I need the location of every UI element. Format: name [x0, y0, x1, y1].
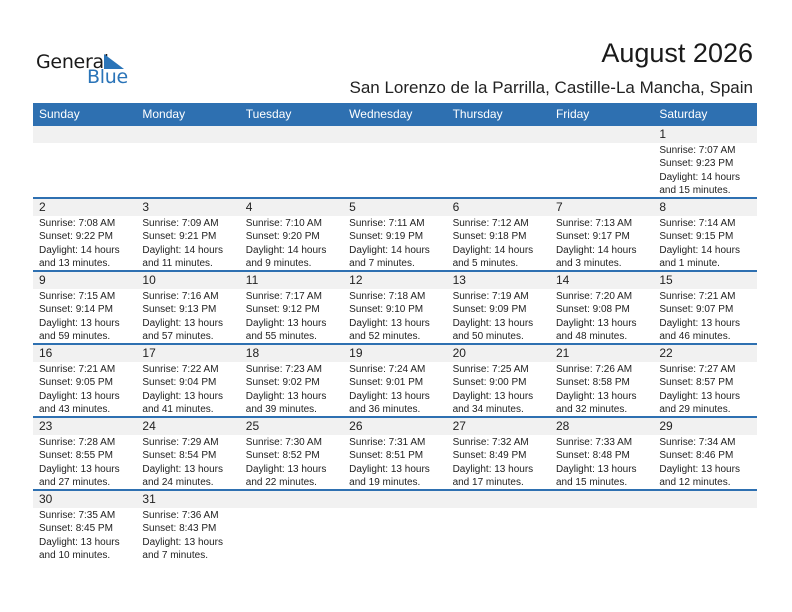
day-info-row [33, 435, 757, 489]
day-cell-info [240, 143, 343, 197]
daylight-text: and 1 minute. [659, 258, 720, 270]
day-cell-info [653, 362, 756, 416]
day-number: 29 [659, 419, 673, 433]
day-info-row [33, 362, 757, 416]
day-cell-info [447, 216, 550, 270]
week-row [33, 272, 757, 345]
daylight-text: and 7 minutes. [349, 258, 415, 270]
sunrise-text: Sunrise: 7:07 AM [659, 145, 736, 156]
day-cell-info [240, 362, 343, 416]
daylight-text: and 3 minutes. [555, 258, 622, 270]
day-number: 31 [142, 492, 156, 506]
day-cell-info [447, 143, 550, 197]
day-cell-info [343, 216, 446, 270]
day-number: 21 [555, 346, 570, 360]
sunrise-text: Sunrise: 7:15 AM [39, 291, 116, 302]
daylight-text: and 5 minutes. [452, 258, 519, 270]
day-cell-info [550, 143, 653, 197]
day-number [240, 491, 343, 508]
sunset-text: Sunset: 8:48 PM [555, 450, 630, 462]
sunrise-text: Sunrise: 7:24 AM [349, 364, 426, 375]
daylight-text: Daylight: 14 hours [659, 244, 740, 256]
sunset-text: Sunset: 9:15 PM [659, 231, 734, 243]
daylight-text: Daylight: 13 hours [245, 463, 327, 475]
day-cell-info [33, 289, 136, 343]
sunrise-text: Sunrise: 7:13 AM [555, 218, 633, 229]
day-cell-info [447, 435, 550, 489]
daylight-text: and 32 minutes. [555, 404, 628, 416]
day-cell-info [550, 508, 653, 562]
day-number [447, 126, 550, 143]
day-cell-info [550, 216, 653, 270]
daylight-text: and 19 minutes. [349, 477, 421, 489]
day-number: 3 [142, 200, 150, 214]
sunrise-text: Sunrise: 7:36 AM [142, 510, 219, 521]
daylight-text: and 11 minutes. [142, 258, 213, 270]
sunrise-text: Sunrise: 7:08 AM [39, 218, 116, 229]
day-number: 2 [39, 200, 46, 214]
sunset-text: Sunset: 8:49 PM [452, 450, 527, 462]
sunrise-text: Sunrise: 7:14 AM [659, 218, 736, 229]
daylight-text: Daylight: 13 hours [142, 536, 223, 548]
weekday-monday: Monday [142, 107, 186, 121]
day-cell-info [653, 508, 756, 562]
sunrise-text: Sunrise: 7:11 AM [349, 218, 425, 229]
week-row [33, 199, 757, 272]
daylight-text: Daylight: 13 hours [349, 390, 430, 402]
page-title: August 2026 [601, 38, 753, 68]
day-number: 17 [142, 346, 156, 360]
sunset-text: Sunset: 9:09 PM [452, 304, 527, 316]
weekday-wednesday: Wednesday [349, 107, 413, 121]
weekday-header-row [33, 103, 757, 126]
daylight-text: and 29 minutes. [659, 404, 731, 416]
sunset-text: Sunset: 8:54 PM [142, 450, 217, 462]
weekday-thursday: Thursday [452, 107, 503, 121]
daylight-text: and 57 minutes. [142, 331, 214, 343]
day-cell-info [136, 216, 239, 270]
daylight-text: Daylight: 13 hours [555, 390, 637, 402]
day-number: 19 [349, 346, 363, 360]
sunrise-text: Sunrise: 7:18 AM [349, 291, 426, 302]
daylight-text: Daylight: 13 hours [39, 317, 120, 329]
daylight-text: Daylight: 13 hours [245, 390, 327, 402]
day-number: 10 [142, 273, 156, 287]
sunset-text: Sunset: 9:01 PM [349, 377, 424, 389]
sunrise-text: Sunrise: 7:21 AM [39, 364, 116, 375]
sunset-text: Sunset: 9:17 PM [555, 231, 630, 243]
daylight-text: Daylight: 13 hours [349, 463, 430, 475]
daylight-text: and 24 minutes. [142, 477, 214, 489]
day-number: 11 [245, 273, 259, 287]
day-number: 6 [452, 200, 460, 214]
week-row [33, 126, 757, 199]
sunset-text: Sunset: 8:45 PM [39, 523, 113, 535]
sunset-text: Sunset: 8:51 PM [349, 450, 424, 462]
day-cell-info [550, 435, 653, 489]
sunset-text: Sunset: 9:13 PM [142, 304, 217, 316]
day-number [136, 126, 239, 143]
daylight-text: and 50 minutes. [452, 331, 524, 343]
daylight-text: and 39 minutes. [245, 404, 317, 416]
day-number [550, 491, 653, 508]
daylight-text: Daylight: 13 hours [452, 463, 534, 475]
day-number: 25 [245, 419, 260, 433]
sunrise-text: Sunrise: 7:35 AM [39, 510, 116, 521]
daylight-text: Daylight: 13 hours [452, 390, 534, 402]
sunset-text: Sunset: 8:58 PM [555, 377, 630, 389]
day-cell-info [240, 508, 343, 562]
location-subtitle: San Lorenzo de la Parrilla, Castille-La Mancha, Spain [349, 78, 753, 97]
day-number-row [33, 199, 757, 216]
daylight-text: and 52 minutes. [349, 331, 421, 343]
sunset-text: Sunset: 9:10 PM [349, 304, 424, 316]
daylight-text: and 22 minutes. [245, 477, 317, 489]
sunset-text: Sunset: 9:22 PM [39, 231, 113, 243]
daylight-text: and 7 minutes. [142, 550, 208, 562]
day-cell-info [550, 289, 653, 343]
daylight-text: and 34 minutes. [452, 404, 524, 416]
day-cell-info [550, 362, 653, 416]
day-cell-info [343, 435, 446, 489]
day-cell-info [653, 289, 756, 343]
sunset-text: Sunset: 9:14 PM [39, 304, 113, 316]
day-cell-info [343, 508, 446, 562]
week-row [33, 418, 757, 491]
daylight-text: Daylight: 13 hours [39, 463, 120, 475]
sunrise-text: Sunrise: 7:26 AM [555, 364, 633, 375]
sunset-text: Sunset: 9:07 PM [659, 304, 734, 316]
sunset-text: Sunset: 8:43 PM [142, 523, 217, 535]
sunset-text: Sunset: 8:52 PM [245, 450, 320, 462]
day-cell-info [33, 143, 136, 197]
logo [36, 51, 136, 91]
day-cell-info [653, 435, 756, 489]
day-number: 8 [659, 200, 667, 214]
logo-text-blue: Blue [87, 66, 128, 88]
day-number: 30 [39, 492, 53, 506]
day-number: 22 [659, 346, 673, 360]
daylight-text: Daylight: 13 hours [349, 317, 430, 329]
daylight-text: Daylight: 14 hours [659, 171, 740, 183]
sunset-text: Sunset: 8:57 PM [659, 377, 734, 389]
week-row [33, 491, 757, 562]
week-row [33, 345, 757, 418]
daylight-text: Daylight: 14 hours [39, 244, 120, 256]
day-info-row [33, 216, 757, 270]
day-number: 13 [452, 273, 466, 287]
day-number: 16 [39, 346, 53, 360]
logo-text-general: General [36, 51, 109, 73]
sunset-text: Sunset: 8:46 PM [659, 450, 734, 462]
sunrise-text: Sunrise: 7:33 AM [555, 437, 633, 448]
day-cell-info [240, 435, 343, 489]
daylight-text: and 55 minutes. [245, 331, 317, 343]
day-number: 27 [452, 419, 466, 433]
sunrise-text: Sunrise: 7:10 AM [245, 218, 322, 229]
day-number: 7 [555, 200, 563, 214]
day-number: 23 [39, 419, 53, 433]
day-number-row [33, 418, 757, 435]
day-cell-info [240, 216, 343, 270]
day-cell-info [33, 508, 136, 562]
weekday-sunday: Sunday [39, 107, 80, 121]
day-number [343, 126, 446, 143]
daylight-text: Daylight: 13 hours [142, 317, 223, 329]
sunset-text: Sunset: 9:04 PM [142, 377, 217, 389]
day-number [653, 491, 756, 508]
sunset-text: Sunset: 9:18 PM [452, 231, 527, 243]
day-cell-info [33, 216, 136, 270]
day-cell-info [136, 143, 239, 197]
daylight-text: Daylight: 14 hours [142, 244, 223, 256]
day-info-row [33, 289, 757, 343]
daylight-text: Daylight: 13 hours [659, 463, 740, 475]
day-number [240, 126, 343, 143]
day-info-row [33, 143, 757, 197]
daylight-text: and 36 minutes. [349, 404, 421, 416]
sunrise-text: Sunrise: 7:27 AM [659, 364, 736, 375]
day-number: 1 [659, 127, 667, 141]
day-number-row [33, 126, 757, 143]
day-cell-info [343, 143, 446, 197]
sunrise-text: Sunrise: 7:17 AM [245, 291, 322, 302]
daylight-text: and 9 minutes. [245, 258, 312, 270]
daylight-text: Daylight: 13 hours [555, 317, 637, 329]
daylight-text: and 12 minutes. [659, 477, 731, 489]
day-cell-info [447, 289, 550, 343]
sunset-text: Sunset: 9:12 PM [245, 304, 320, 316]
day-number-row [33, 491, 757, 508]
day-number: 9 [39, 273, 46, 287]
daylight-text: and 17 minutes. [452, 477, 524, 489]
day-cell-info [136, 435, 239, 489]
daylight-text: Daylight: 13 hours [659, 317, 740, 329]
day-number: 20 [452, 346, 466, 360]
sunrise-text: Sunrise: 7:28 AM [39, 437, 116, 448]
day-cell-info [136, 289, 239, 343]
day-number: 26 [349, 419, 363, 433]
daylight-text: and 27 minutes. [39, 477, 111, 489]
daylight-text: and 13 minutes. [39, 258, 111, 270]
daylight-text: Daylight: 13 hours [659, 390, 740, 402]
day-number: 4 [245, 200, 253, 214]
day-number [343, 491, 446, 508]
sunset-text: Sunset: 9:21 PM [142, 231, 217, 243]
daylight-text: Daylight: 14 hours [245, 244, 327, 256]
daylight-text: Daylight: 13 hours [39, 390, 120, 402]
day-number: 15 [659, 273, 673, 287]
daylight-text: and 43 minutes. [39, 404, 111, 416]
day-number [447, 491, 550, 508]
day-number: 28 [555, 419, 570, 433]
daylight-text: and 10 minutes. [39, 550, 111, 562]
weekday-saturday: Saturday [659, 107, 708, 121]
day-cell-info [136, 362, 239, 416]
sunrise-text: Sunrise: 7:23 AM [245, 364, 322, 375]
day-number: 5 [349, 200, 356, 214]
daylight-text: Daylight: 14 hours [452, 244, 534, 256]
day-number [33, 126, 136, 143]
sunrise-text: Sunrise: 7:12 AM [452, 218, 529, 229]
sunset-text: Sunset: 9:20 PM [245, 231, 320, 243]
sunrise-text: Sunrise: 7:22 AM [142, 364, 219, 375]
sunrise-text: Sunrise: 7:21 AM [659, 291, 736, 302]
day-cell-info [447, 508, 550, 562]
sunset-text: Sunset: 9:05 PM [39, 377, 113, 389]
day-number: 12 [349, 273, 363, 287]
daylight-text: and 46 minutes. [659, 331, 731, 343]
sunrise-text: Sunrise: 7:20 AM [555, 291, 633, 302]
daylight-text: Daylight: 13 hours [39, 536, 120, 548]
daylight-text: and 15 minutes. [555, 477, 628, 489]
day-number: 18 [245, 346, 260, 360]
daylight-text: Daylight: 13 hours [452, 317, 534, 329]
sunrise-text: Sunrise: 7:25 AM [452, 364, 529, 375]
sunset-text: Sunset: 9:00 PM [452, 377, 527, 389]
calendar-grid [33, 103, 757, 562]
weekday-friday: Friday [555, 107, 590, 121]
day-cell-info [136, 508, 239, 562]
day-cell-info [33, 362, 136, 416]
sunrise-text: Sunrise: 7:31 AM [349, 437, 426, 448]
daylight-text: Daylight: 14 hours [349, 244, 430, 256]
daylight-text: Daylight: 13 hours [142, 390, 223, 402]
day-number-row [33, 345, 757, 362]
day-cell-info [33, 435, 136, 489]
daylight-text: and 41 minutes. [142, 404, 214, 416]
sunrise-text: Sunrise: 7:30 AM [245, 437, 322, 448]
sunset-text: Sunset: 9:02 PM [245, 377, 320, 389]
sunrise-text: Sunrise: 7:29 AM [142, 437, 219, 448]
sunrise-text: Sunrise: 7:09 AM [142, 218, 219, 229]
sunrise-text: Sunrise: 7:19 AM [452, 291, 529, 302]
day-number [550, 126, 653, 143]
day-cell-info [653, 143, 756, 197]
sunset-text: Sunset: 9:08 PM [555, 304, 630, 316]
sunset-text: Sunset: 9:19 PM [349, 231, 424, 243]
day-cell-info [240, 289, 343, 343]
daylight-text: and 59 minutes. [39, 331, 111, 343]
day-number: 14 [555, 273, 570, 287]
day-cell-info [653, 216, 756, 270]
daylight-text: Daylight: 13 hours [555, 463, 637, 475]
day-info-row [33, 508, 757, 562]
weekday-tuesday: Tuesday [245, 107, 292, 121]
day-number: 24 [142, 419, 156, 433]
day-cell-info [343, 289, 446, 343]
sunrise-text: Sunrise: 7:32 AM [452, 437, 529, 448]
daylight-text: Daylight: 14 hours [555, 244, 637, 256]
sunset-text: Sunset: 8:55 PM [39, 450, 113, 462]
daylight-text: and 48 minutes. [555, 331, 628, 343]
daylight-text: and 15 minutes. [659, 185, 731, 197]
day-number-row [33, 272, 757, 289]
weeks-container [33, 126, 757, 562]
sunrise-text: Sunrise: 7:16 AM [142, 291, 219, 302]
sunset-text: Sunset: 9:23 PM [659, 158, 734, 170]
day-cell-info [343, 362, 446, 416]
daylight-text: Daylight: 13 hours [142, 463, 223, 475]
day-cell-info [447, 362, 550, 416]
daylight-text: Daylight: 13 hours [245, 317, 327, 329]
sunrise-text: Sunrise: 7:34 AM [659, 437, 736, 448]
